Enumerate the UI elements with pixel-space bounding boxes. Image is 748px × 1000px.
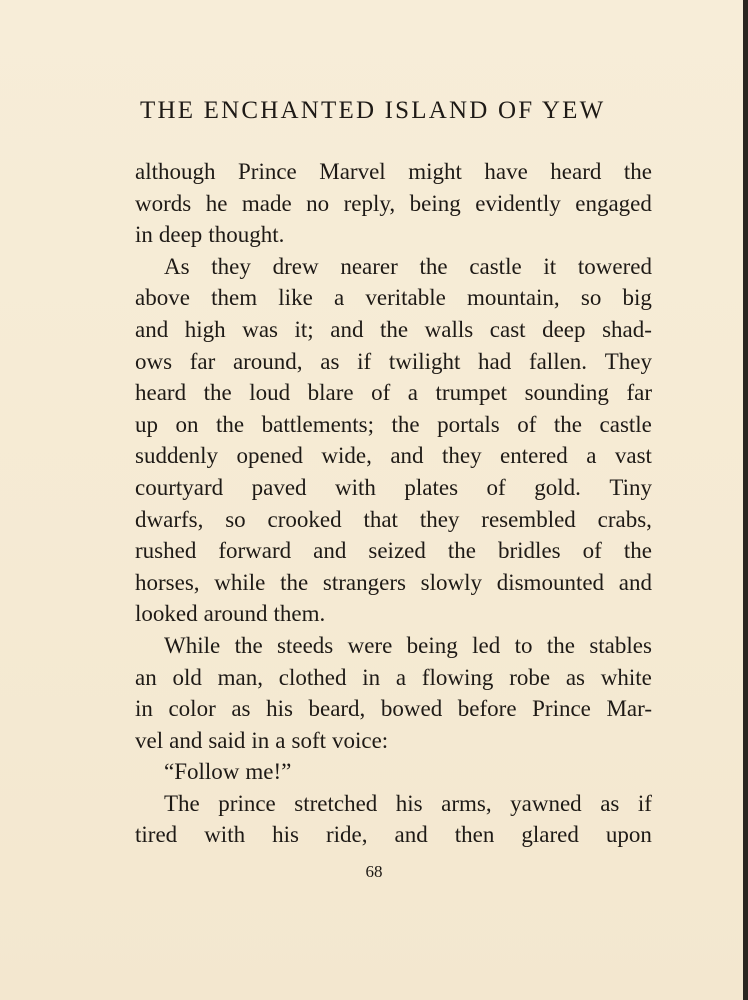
word: shad- [602,316,652,342]
word: big [622,285,652,311]
word: voice: [332,727,389,753]
text-line [135,819,652,851]
word: slowly [420,569,482,595]
word: stables [589,632,652,658]
text-line [135,282,652,314]
word: gold. [534,474,581,500]
word: with [335,474,376,500]
word: of [582,538,602,564]
word: ride, [325,822,368,848]
word: beard, [308,696,366,722]
word: Marvel [319,159,386,184]
page-number: 68 [365,862,383,881]
word: so [225,506,246,532]
word: glared [521,822,579,848]
word: prince [218,790,276,816]
word: thought. [208,222,285,248]
word: looked [135,601,198,627]
word: the [623,538,652,564]
word: said [208,727,246,753]
word: the [203,380,232,406]
word: so [580,285,602,311]
word: me!” [245,759,292,785]
word: towered [577,253,652,279]
word: steeds [277,632,334,658]
word: as [320,348,340,374]
word: white [600,664,652,690]
word: castle [469,253,522,279]
word: a [586,443,597,469]
word: if [637,790,652,816]
word: battlements; [261,411,375,437]
word: Tiny [609,474,652,500]
text-line [135,788,652,820]
word: old [172,664,202,690]
word: suddenly [135,443,219,469]
text-line [135,156,652,188]
word: they [211,253,251,279]
word: reply, [343,190,396,216]
text-line [135,693,652,725]
word: crooked [267,506,342,532]
running-head-title: THE ENCHANTED ISLAND OF YEW [140,97,606,124]
word: rushed [135,538,197,564]
text-line [135,662,652,694]
word: As [164,253,190,279]
word: vel [135,727,164,753]
text-line [135,440,652,472]
word: before [457,696,517,722]
word: seized [368,538,426,564]
word: stretched [294,790,378,816]
word: castle [599,411,652,437]
word: a [395,664,407,690]
word: in [251,727,270,753]
word: in [362,664,381,690]
word: soft [291,727,326,753]
word: a [407,380,419,406]
word: horses, [135,569,200,595]
word: cast [489,316,526,342]
word: Prince [238,159,297,184]
text-line [135,725,652,757]
word: color [168,696,216,722]
text-line [135,346,652,378]
word: vast [614,443,652,469]
word: paved [251,474,307,500]
word: walls [424,316,474,342]
word: might [408,159,462,184]
word: wide, [321,443,372,469]
word: then [454,822,495,848]
word: the [391,411,420,437]
text-line [135,219,652,251]
word: was [242,316,278,342]
word: being [406,632,458,658]
word: and [618,569,652,595]
word: Prince [532,696,591,722]
word: up [135,411,158,437]
word: being [409,190,461,216]
word: tired [135,822,178,848]
word: robe [509,664,551,690]
word: them [211,285,258,311]
word: They [604,348,652,374]
word: twilight [388,348,461,374]
word: they [441,443,482,469]
word: dwarfs, [135,506,204,532]
word: deep [158,222,203,248]
word: they [419,506,460,532]
word: and [394,822,428,848]
text-line [135,630,652,662]
text-line [135,567,652,599]
word: heard [550,159,602,184]
word: his [272,822,299,848]
word: loud [249,380,291,406]
word: mountain, [467,285,560,311]
word: blare [307,380,354,406]
word: on [175,411,199,437]
word: as [231,696,251,722]
word: the [280,569,309,595]
word: yawned [510,790,582,816]
word: as [600,790,620,816]
word: his [266,696,293,722]
word: in [135,222,153,248]
word: clothed [278,664,347,690]
word: dismounted [496,569,605,595]
text-line [135,472,652,504]
word: of [486,474,506,500]
word: a [275,727,286,753]
word: ows [135,348,173,374]
word: the [553,411,583,437]
word: if [357,348,372,374]
word: made [241,190,292,216]
word: crabs, [597,506,652,532]
word: of [517,411,537,437]
word: an [135,664,157,690]
word: “Follow [164,759,240,785]
word: man, [217,664,263,690]
word: far [189,348,216,374]
text-line [135,188,652,220]
word: heard [135,380,187,406]
word: high [184,316,226,342]
word: resembled [481,506,576,532]
text-line [135,251,652,283]
word: while [214,569,266,595]
text-line [135,409,652,441]
word: the [380,316,409,342]
word: no [306,190,330,216]
word: bridles [498,538,561,564]
word: the [216,411,245,437]
word: in [135,696,153,722]
word: words [135,190,192,216]
word: above [135,285,190,311]
page-edge-shadow [743,0,748,1000]
word: it; [294,316,314,342]
word: courtyard [135,474,224,500]
word: arms, [441,790,492,816]
word: to [514,632,533,658]
word: Mar- [606,696,652,722]
word: engaged [575,190,652,216]
word: and [330,316,364,342]
word: he [205,190,228,216]
word: fallen. [528,348,588,374]
word: entered [500,443,568,469]
word: a [333,285,345,311]
word: veritable [365,285,446,311]
text-line [135,314,652,346]
word: opened [236,443,303,469]
word: strangers [322,569,406,595]
word: led [472,632,501,658]
word: like [278,285,313,311]
word: had [478,348,512,374]
word: While [164,632,221,658]
word: flowing [421,664,494,690]
word: trumpet [435,380,508,406]
body-text [135,156,652,851]
text-line [135,504,652,536]
text-line [135,598,652,630]
word: have [484,159,528,184]
word: plates [404,474,459,500]
word: and [313,538,347,564]
word: that [363,506,398,532]
word: around [203,601,268,627]
text-line [135,535,652,567]
word: and [135,316,169,342]
word: the [546,632,575,658]
word: the [419,253,448,279]
word: the [234,632,263,658]
word: it [543,253,557,279]
word: evidently [475,190,561,216]
word: sounding [524,380,609,406]
text-line [135,756,652,788]
word: forward [218,538,292,564]
word: although [135,159,216,184]
word: and [390,443,424,469]
word: his [395,790,423,816]
word: as [565,664,586,690]
word: were [347,632,393,658]
word: around, [232,348,303,374]
word: the [447,538,476,564]
word: The [164,790,200,816]
word: upon [605,822,652,848]
word: nearer [340,253,398,279]
word: the [623,159,652,184]
text-line [135,377,652,409]
word: of [371,380,391,406]
word: drew [272,253,319,279]
word: portals [437,411,500,437]
word: bowed [380,696,443,722]
word: deep [542,316,586,342]
word: far [626,380,652,406]
word: with [204,822,246,848]
word: and [169,727,203,753]
word: them. [273,601,326,627]
